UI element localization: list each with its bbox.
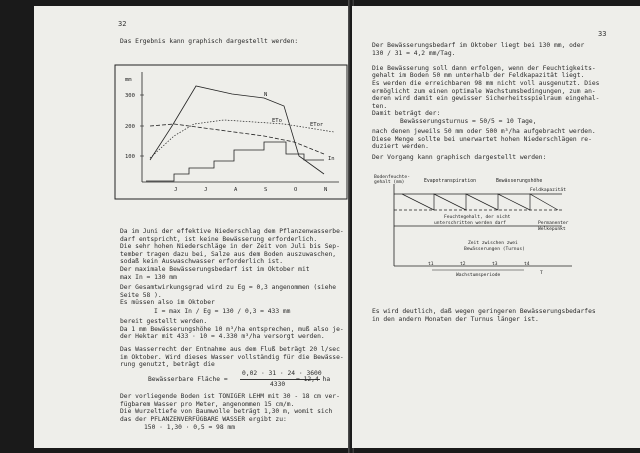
- right-page: [352, 6, 640, 448]
- moisture-threshold-label: unterschritten werden darf: [434, 221, 506, 226]
- curve-label-in: In: [328, 156, 335, 162]
- y-axis-label: Bodenfeuchte-: [374, 175, 410, 180]
- etor-curve: [150, 120, 334, 158]
- paragraph-5: Der vorliegende Boden ist TONIGER LEHM mit 30 - 18 cm ver- fügbarem Wasser pro Meter, angenommen 15 cm/m. Die Wurzeltiefe von Baumwolle beträgt 1,30 m, womit sich das der PFLANZENVERFÜGBARE WASSER ergibt zu:: [120, 393, 340, 423]
- irrigation-cycle-diagram: [372, 170, 622, 282]
- wilting-point-label: Welkepunkt: [538, 227, 566, 232]
- irrigation-steps: [146, 142, 324, 181]
- paragraph-2: Der Gesamtwirkungsgrad wird zu Eg = 0,3 angenommen (siehe Seite 58 ). Es müssen also im Oktober: [120, 284, 337, 307]
- month-label: N: [324, 187, 328, 193]
- monthly-water-chart: [114, 64, 348, 200]
- formula-1: Bewässerungsturnus = 50/5 = 10 Tage,: [400, 118, 537, 125]
- wilting-point-label: Permanenter: [538, 221, 569, 226]
- formula-2-numerator: 0,02 · 31 · 24 · 3600: [242, 370, 322, 377]
- curve-label-etor: ETor: [310, 122, 324, 128]
- moisture-sawtooth: [402, 194, 558, 210]
- formula-2-lhs: Bewässerbare Fläche =: [148, 376, 228, 383]
- t1-label: t1: [428, 262, 434, 267]
- formula-1: I = max In / Eg = 130 / 0,3 = 433 mm: [154, 308, 291, 315]
- paragraph-2: nach denen jeweils 50 mm oder 500 m³/ha aufgebracht werden. Diese Menge sollte bei unerwartet hohen Niederschlägen re- duziert werden.: [372, 128, 596, 151]
- turnus-label: Bewässerungen (Turnus): [464, 247, 525, 252]
- t3-label: t3: [492, 262, 498, 267]
- month-label: S: [264, 187, 268, 193]
- paragraph-3: bereit gestellt werden. Da 1 mm Bewässerungshöhe 10 m³/ha entsprechen, muß also je- der Hektar mit 433 · 10 = 4.330 m³/ha versorgt werden.: [120, 318, 344, 341]
- y-axis-label: gehalt (mm): [374, 180, 405, 185]
- page-number: 33: [598, 30, 607, 38]
- page-number: 32: [118, 20, 127, 28]
- paragraph-4: Das Wasserrecht der Entnahme aus dem Fluß beträgt 20 l/sec im Oktober. Wird dieses Wasser vollständig für die Bewässe- rung genutzt, beträgt die: [120, 346, 344, 369]
- evapotranspiration-label: Evapotranspiration: [424, 179, 476, 184]
- month-label: A: [234, 187, 238, 193]
- formula-2-result: = 12,4 ha: [296, 376, 331, 383]
- y-axis-unit: mm: [125, 77, 132, 83]
- y-tick-100: 100: [125, 154, 135, 160]
- t2-label: t2: [460, 262, 466, 267]
- y-tick-300: 300: [125, 93, 135, 99]
- time-axis-label: T: [540, 271, 543, 276]
- left-page: [34, 6, 350, 448]
- growth-period-label: Wachstumsperiode: [456, 273, 501, 278]
- curve-label-n: N: [264, 92, 268, 98]
- intro-text: Das Ergebnis kann graphisch dargestellt werden:: [120, 38, 299, 45]
- field-capacity-label: Feldkapazität: [530, 188, 566, 193]
- precip-curve: [150, 86, 324, 174]
- moisture-threshold-label: Feuchtegehalt, der nicht: [444, 215, 511, 220]
- month-label: J: [174, 187, 178, 193]
- formula-2-denominator: 4330: [270, 381, 286, 388]
- paragraph-1: Der Bewässerungsbedarf im Oktober liegt bei 130 mm, oder 130 / 31 = 4,2 mm/Tag. Die Bewässerung soll dann erfolgen, wenn der Feuchtigkeits- gehalt im Boden 50 mm unterhalb der Feldkapazität liegt. Es werden die erreichbaren 98 mm nicht voll ausgenutzt. Dies ermöglicht zum einen optimale Wachstumsbedingungen, zum an- deren wird damit ein gewisser Sicherheitsspielraum eingehal- ten. Damit beträgt der:: [372, 42, 600, 118]
- paragraph-1: Da im Juni der effektive Niederschlag dem Pflanzenwasserbe- darf entspricht, ist keine Bewässerung erforderlich. Die sehr hohen Niederschläge in der Zeit von Juli bis Sep- tember tragen dazu bei, Salze aus dem Boden auszuwaschen, sodaß kein Auswaschwasser erforderlich ist. Der maximale Bewässerungsbedarf ist im Oktober mit max In = 130 mm: [120, 228, 344, 281]
- eto-curve: [150, 124, 324, 154]
- curve-label-eto: ETo: [272, 118, 282, 124]
- paragraph-3: Der Vorgang kann graphisch dargestellt werden:: [372, 154, 547, 161]
- t4-label: t4: [524, 262, 530, 267]
- paragraph-4: Es wird deutlich, daß wegen geringeren Bewässerungsbedarfes in den andern Monaten der Turnus länger ist.: [372, 308, 596, 323]
- irrigation-height-label: Bewässerungshöhe: [496, 179, 543, 184]
- y-tick-200: 200: [125, 124, 135, 130]
- month-label: J: [204, 187, 208, 193]
- formula-3: 150 · 1,30 · 0,5 = 98 mm: [144, 424, 235, 431]
- turnus-label: Zeit zwischen zwei: [468, 241, 518, 246]
- month-label: O: [294, 187, 298, 193]
